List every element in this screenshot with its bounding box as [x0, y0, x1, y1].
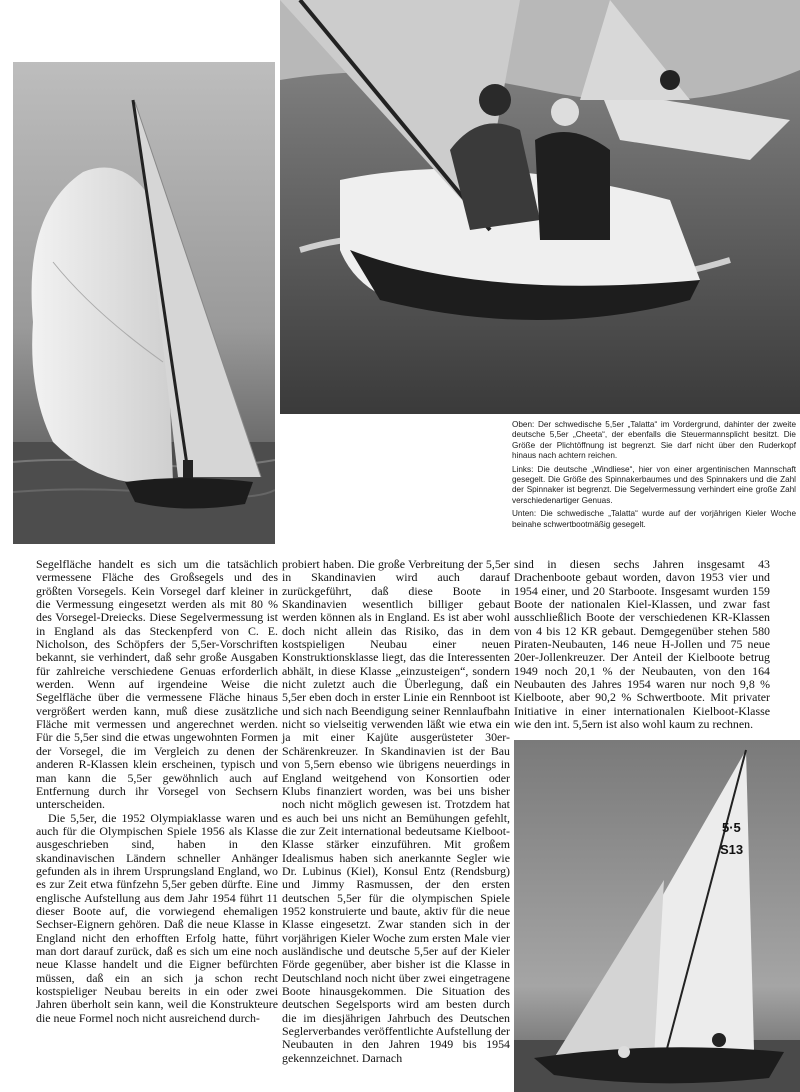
windliese-illustration: [13, 62, 275, 544]
sail-number-class: 5·5: [722, 820, 741, 835]
photo-talatta-cheeta: [280, 0, 800, 414]
talatta-heeling-illustration: [514, 740, 800, 1092]
article-column-3: [514, 558, 770, 731]
sail-number-boat: S13: [720, 842, 744, 857]
article-column-1: [36, 558, 278, 1025]
article-column-2: [282, 558, 510, 1065]
photo-windliese: [13, 62, 275, 544]
photo-talatta-heeling: [514, 740, 800, 1092]
article-paragraph: Segelfläche handelt es sich um die tatsächlich vermessene Fläche des Großsegels und des größten Vorsegels. Kein Vorsegel darf kleiner in die Vermessung eingesetzt werden als mit 80 % des Vorsegel-Dreiecks. Diese Segelvermessung ist in England als das Steckenpferd von C. E. Nicholson, des Schöpfers der 5,5er-Vorschriften bekannt, sie verhindert, daß sehr große Ausgaben für zahlreiche verschiedene Genuas erforderlich werden. Wenn auf irgendeine Weise die Segelfläche über die vermessene Fläche hinaus vergrößert werden kann, muß diese zusätzliche Fläche mit vermessen und angerechnet werden. Für die 5,5er sind die etwas ungewohnten Formen der Vorsegel, die im Vergleich zu denen der anderen R-Klassen klein erscheinen, typisch und man kann die 5,5er gewöhnlich auch auf Entfernung durch ihr Vorsegel von Sechsern unterscheiden.: [36, 557, 278, 812]
caption-links: Links: Die deutsche „Windliese“, hier von einer argentinischen Mannschaft gesegelt. Die Größe des Spinnakerbaumes und des Spinnakers und die Zahl der Spinnaker ist begrenzt. Die Segelvermessung verhindert eine große Zahl verschiedenartiger Genuas.: [512, 464, 796, 505]
caption-oben: Oben: Der schwedische 5,5er „Talatta“ im Vordergrund, dahinter der zweite deutsche 5,5er „Cheeta“, der ebenfalls die Steuermannsplicht besitzt. Die Größe der Plichtöffnung ist begrenzt. Sie darf nicht über den Ruderkopf hinaus nach achtern reichen.: [512, 420, 796, 461]
caption-unten: Unten: Die schwedische „Talatta“ wurde auf der vorjährigen Kieler Woche beinahe schwertbootmäßig gesegelt.: [512, 509, 796, 529]
article-paragraph: sind in diesen sechs Jahren insgesamt 43 Drachenboote gebaut worden, davon 1953 vier und 1954 einer, und 20 Starboote. Insgesamt wurden 159 Boote der nationalen Kiel-Klassen, und zwar fast ausschließlich Boote der verschiedenen KR-Klassen von 4 bis 12 KR gebaut. Demgegenüber stehen 580 Piraten-Neubauten, 146 neue H-Jollen und 75 neue 20er-Jollenkreuzer. Der Anteil der Kielboote betrug 1949 noch 20,1 % der Neubauten, von den 164 Neubauten des Jahres 1954 waren nur noch 9,8 % Kielboote, aber 90,2 % Schwertboote. Mit privater Initiative in einer internationalen Kielboot-Klasse wie den int. 5,5ern ist also wohl kaum zu rechnen.: [514, 557, 770, 732]
photo-captions: [512, 420, 796, 533]
article-paragraph: probiert haben. Die große Verbreitung der 5,5er in Skandinavien wird auch darauf zurückgeführt, daß diese Boote in Skandinavien wesentlich billiger gebaut werden können als in England. Es ist aber wohl doch nicht allein das Risiko, das in dem kostspieligen Neubau einer neuen Konstruktionsklasse liegt, das die Interessenten abhält, in diese Klasse „einzusteigen“, sondern nicht zuletzt auch die Überlegung, daß ein 5,5er eben doch in erster Linie ein Rennboot ist und sich nach Beendigung seiner Rennlaufbahn nicht so vielseitig verwenden läßt wie etwa ein ja mit einer Kajüte ausgerüsteter 30er-Schärenkreuzer. In Skandinavien ist der Bau von 5,5ern ebenso wie übrigens neuerdings in England weitgehend von Konsortien oder Klubs finanziert worden, was bei uns bisher noch nicht möglich gewesen ist. Trotzdem hat es auch bei uns nicht an Bemühungen gefehlt, die zur Zeit international bedeutsame Kielboot-Klasse stärker einzuführen. Mit großem Idealismus haben sich anerkannte Segler wie Dr. Lubinus (Kiel), Konsul Entz (Rendsburg) und Jimmy Rasmussen, der den ersten deutschen 5,5er für die olympischen Spiele 1952 konstruierte und baute, aktiv für die neue Klasse eingesetzt. Zwar standen sich in der vorjährigen Kieler Woche zum ersten Male vier ausländische und deutsche 5,5er auf der Kieler Förde gegenüber, aber bisher ist die Klasse in Deutschland noch nicht über zwei eingetragene Boote hinausgekommen. Die Situation des deutschen Segelsports wird am besten durch die im diesjährigen Jahrbuch des Deutschen Seglerverbandes veröffentlichte Aufstellung der Neubauten in den Jahren 1949 bis 1954 gekennzeichnet. Darnach: [282, 557, 510, 1065]
talatta-cheeta-illustration: [280, 0, 800, 414]
article-paragraph: Die 5,5er, die 1952 Olympiaklasse waren und auch für die Olympischen Spiele 1956 als Klasse ausgeschrieben sind, haben in den skandinavischen Ländern schneller Anhänger gefunden als in ihrem Ursprungsland England, wo es zur Zeit etwa fünfzehn 5,5er geben dürfte. Eine englische Aufstellung aus dem Jahr 1954 führt 11 dieser Boote auf, die vorwiegend ehemaligen Sechser-Eignern gehören. Daß die neue Klasse in England nicht den erhofften Erfolg hatte, führt man dort darauf zurück, daß es sich um eine noch neue Klasse handelt und die Eigner befürchten müssen, daß ein an sich ja schon recht kostspieliger Neubau bereits in ein oder zwei Jahren überholt sein kann, weil die Konstrukteure die neue Formel noch nicht ausreichend durch-: [36, 810, 278, 1025]
